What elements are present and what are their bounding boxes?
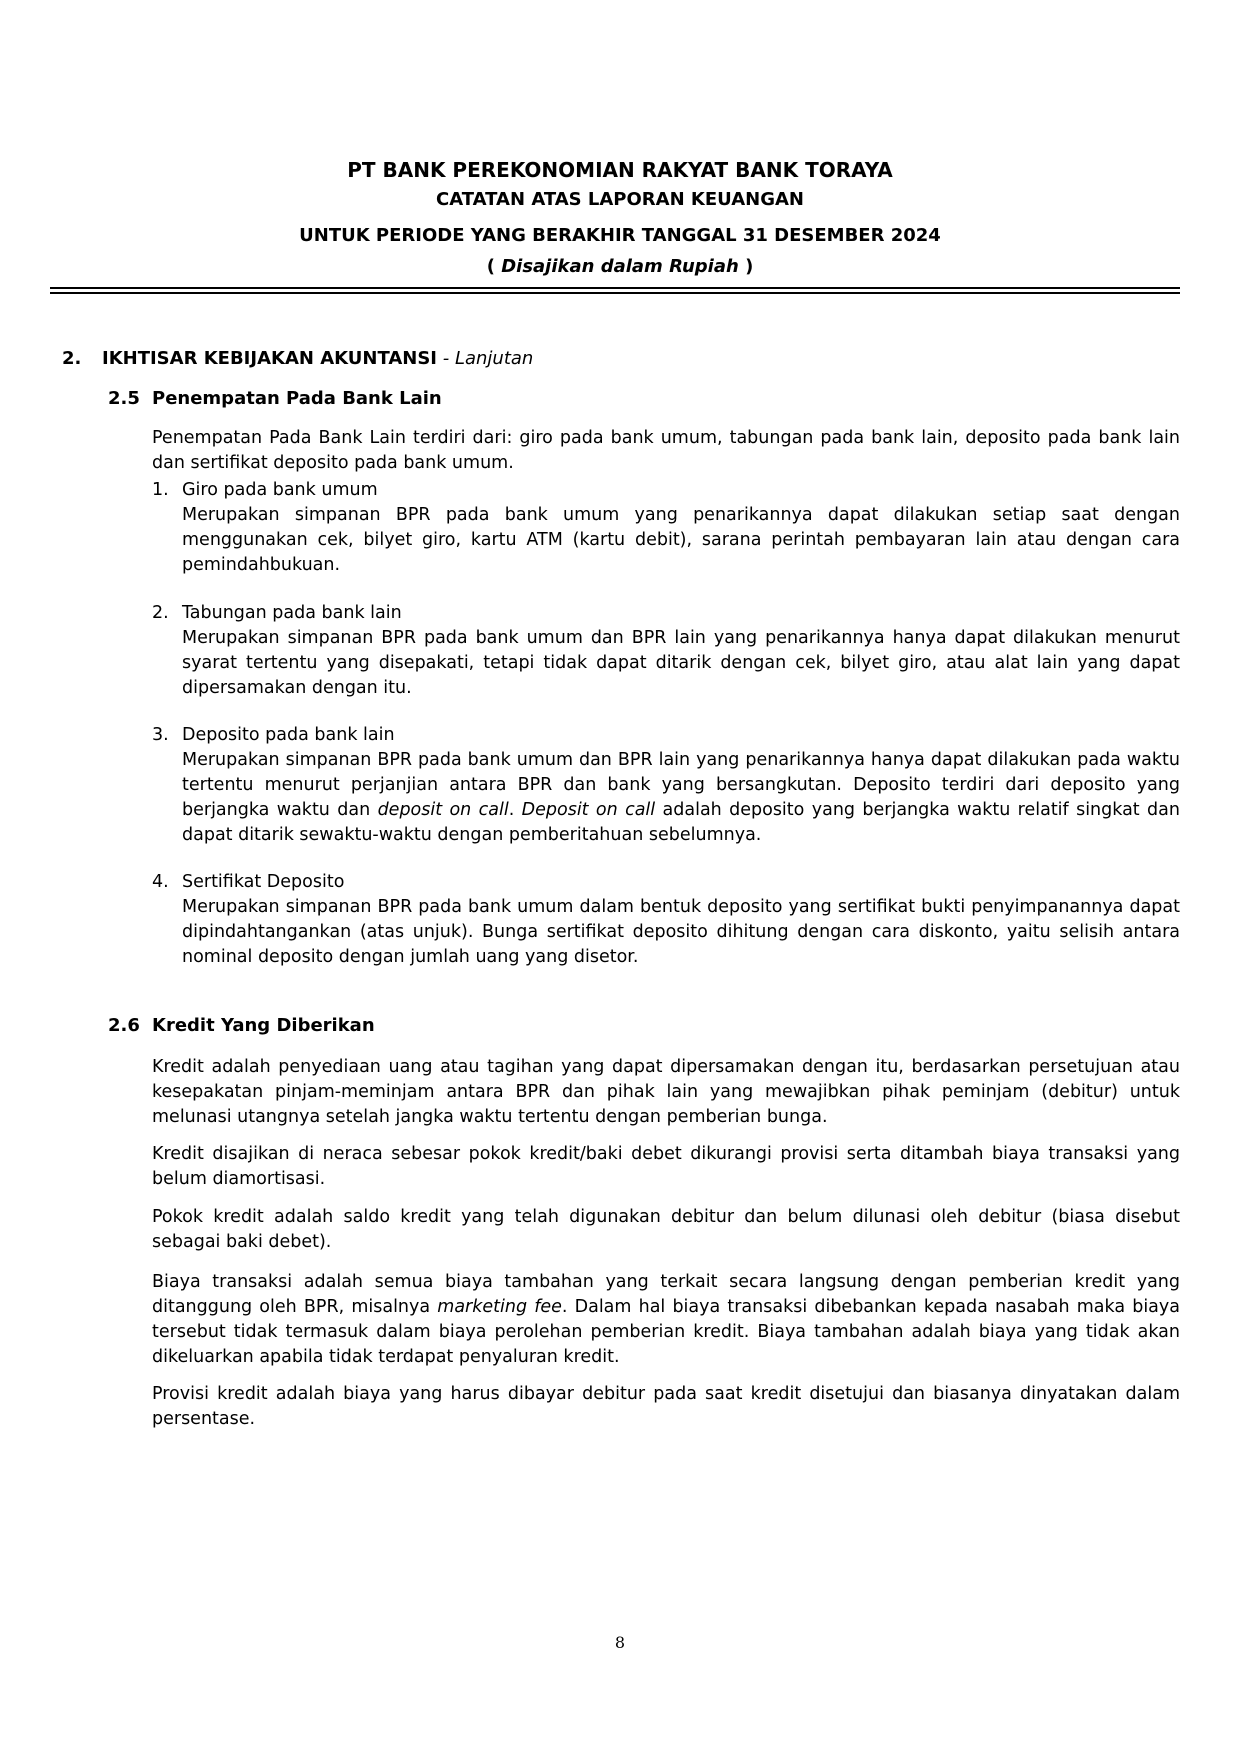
- subsection-title: Penempatan Pada Bank Lain: [152, 388, 442, 409]
- header-divider-bottom: [50, 292, 1180, 294]
- list-item-body: Merupakan simpanan BPR pada bank umum yang penarikannya dapat dilakukan setiap saat dengan menggunakan cek, bilyet giro, kartu ATM (kartu debit), sarana perintah pembayaran lain atau dengan cara pemindahbukuan.: [182, 505, 1180, 575]
- credit-presentation-paragraph: Kredit disajikan di neraca sebesar pokok kredit/baki debet dikurangi provisi serta ditambah biaya transaksi yang belum diamortisasi.: [152, 1144, 1180, 1189]
- list-item-body: Merupakan simpanan BPR pada bank umum dalam bentuk deposito yang sertifikat bukti penyimpanannya dapat dipindahtangankan (atas unjuk). Bunga sertifikat deposito dihitung dengan cara diskonto, yaitu selisih antara nominal deposito dengan jumlah uang yang disetor.: [182, 897, 1180, 967]
- body-text: Biaya transaksi adalah semua biaya tambahan yang terkait secara langsung dengan pemberian kredit yang ditanggung oleh BPR, misalnya: [152, 1272, 1180, 1317]
- section-number: 2.: [62, 348, 82, 369]
- term-italic: deposit on call: [377, 800, 509, 820]
- body-text: .: [508, 800, 522, 820]
- body-text: Merupakan simpanan BPR pada bank umum dan BPR lain yang penarikannya hanya dapat dilakukan pada waktu tertentu menurut perjanjian antara BPR dan bank yang bersangkutan. Deposito terdiri dari deposito yang berjangka waktu dan: [182, 750, 1180, 820]
- subsection-title: Kredit Yang Diberikan: [152, 1015, 375, 1036]
- list-item-title: Sertifikat Deposito: [182, 872, 345, 892]
- term-italic: Deposit on call: [521, 800, 656, 820]
- credit-provision-paragraph: Provisi kredit adalah biaya yang harus dibayar debitur pada saat kredit disetujui dan biasanya dinyatakan dalam persentase.: [152, 1384, 1180, 1429]
- placement-intro-paragraph: Penempatan Pada Bank Lain terdiri dari: giro pada bank umum, tabungan pada bank lain, deposito pada bank lain dan sertifikat deposito pada bank umum.: [152, 428, 1180, 473]
- credit-definition-paragraph: Kredit adalah penyediaan uang atau tagihan yang dapat dipersamakan dengan itu, berdasarkan persetujuan atau kesepakatan pinjam-meminjam antara BPR dan pihak lain yang mewajibkan pihak peminjam (debitur) untuk melunasi utangnya setelah jangka waktu tertentu dengan pemberian bunga.: [152, 1057, 1180, 1127]
- list-item-number: 4.: [152, 872, 169, 892]
- list-item-title: Deposito pada bank lain: [182, 725, 395, 745]
- section-continued: Lanjutan: [454, 348, 534, 369]
- report-period: UNTUK PERIODE YANG BERAKHIR TANGGAL 31 DESEMBER 2024: [299, 225, 941, 246]
- section-title: IKHTISAR KEBIJAKAN AKUNTANSI: [102, 348, 437, 369]
- body-text: adalah deposito yang berjangka waktu relatif singkat dan dapat ditarik sewaktu-waktu dengan pemberitahuan sebelumnya.: [182, 800, 1180, 845]
- list-item-title: Tabungan pada bank lain: [182, 603, 402, 623]
- report-title: CATATAN ATAS LAPORAN KEUANGAN: [436, 189, 804, 210]
- list-item-number: 1.: [152, 480, 169, 500]
- subsection-number: 2.6: [108, 1015, 140, 1036]
- list-item-body: [182, 748, 1180, 848]
- subsection-number: 2.5: [108, 388, 140, 409]
- currency-text: Disajikan dalam Rupiah: [501, 256, 739, 277]
- company-name: PT BANK PEREKONOMIAN RAKYAT BANK TORAYA: [347, 158, 893, 182]
- subsection-heading-2-6: [108, 1015, 375, 1036]
- list-item-body: Merupakan simpanan BPR pada bank umum dan BPR lain yang penarikannya hanya dapat dilakukan menurut syarat tertentu yang disepakati, tetapi tidak dapat ditarik dengan cek, bilyet giro, atau alat lain yang dapat dipersamakan dengan itu.: [182, 628, 1180, 698]
- currency-note: [0, 256, 1240, 277]
- transaction-cost-paragraph: [152, 1270, 1180, 1370]
- list-item-number: 3.: [152, 725, 169, 745]
- section-separator: -: [437, 348, 455, 369]
- term-italic: marketing fee: [437, 1297, 562, 1317]
- currency-open: (: [486, 256, 502, 277]
- subsection-heading-2-5: [108, 388, 442, 409]
- header-divider-top: [50, 287, 1180, 289]
- list-item-number: 2.: [152, 603, 169, 623]
- page-number: 8: [614, 1633, 626, 1652]
- credit-principal-paragraph: Pokok kredit adalah saldo kredit yang telah digunakan debitur dan belum dilunasi oleh debitur (biasa disebut sebagai baki debet).: [152, 1207, 1180, 1252]
- body-text: . Dalam hal biaya transaksi dibebankan kepada nasabah maka biaya tersebut tidak termasuk dalam biaya perolehan pemberian kredit. Biaya tambahan adalah biaya yang tidak akan dikeluarkan apabila tidak terdapat penyaluran kredit.: [152, 1297, 1180, 1367]
- currency-close: ): [738, 256, 754, 277]
- section-heading: [62, 348, 533, 369]
- list-item-title: Giro pada bank umum: [182, 480, 378, 500]
